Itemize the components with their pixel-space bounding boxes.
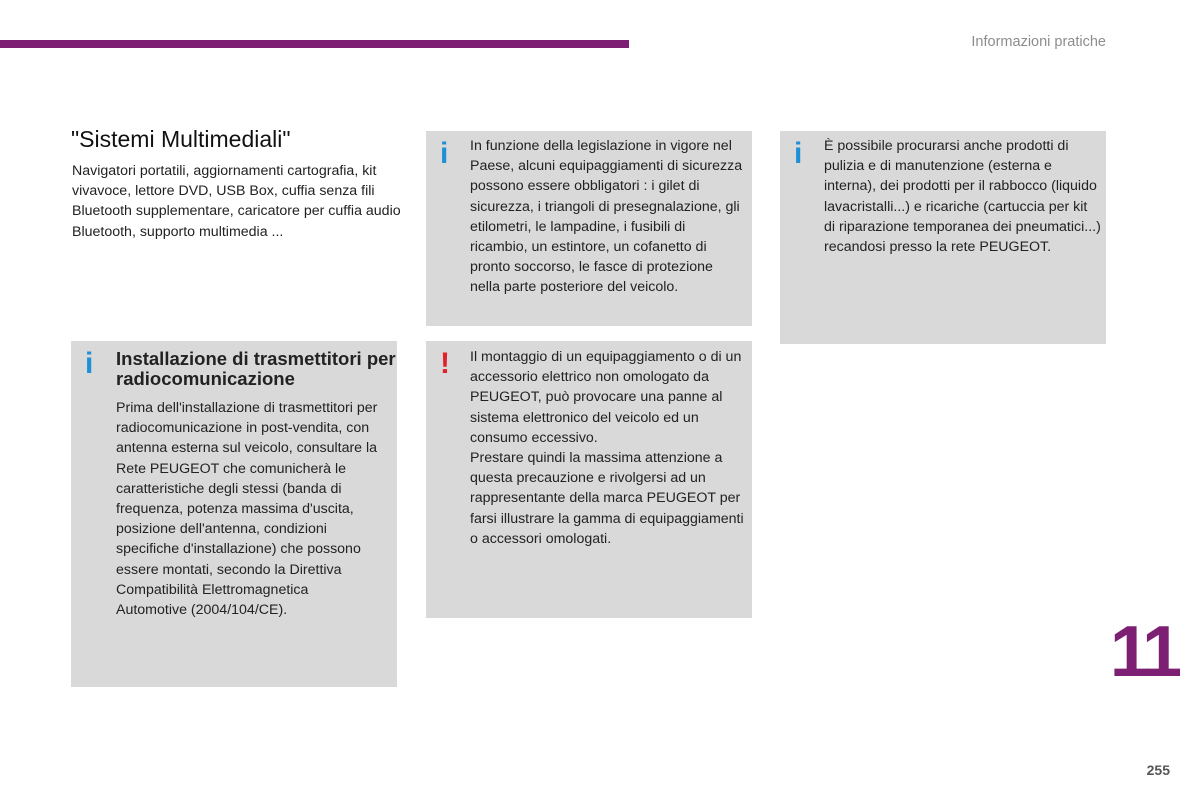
transmitters-title: Installazione di trasmettitori per radiocomunicazione xyxy=(116,348,396,389)
header-accent-bar xyxy=(0,40,629,48)
header-title: Informazioni pratiche xyxy=(971,34,1106,50)
transmitters-text: Prima dell'installazione di trasmettitori per radiocomunicazione in post-vendita, con antenna esterna sul veicolo, consultare la Rete PEUGEOT che comunicherà le caratteristiche degli stessi (banda di frequenza, potenza massima d'uscita, posizione dell'antenna, condizioni specifiche d'installazione) che possono essere montati, secondo la Direttiva Compatibilità Elettromagnetica Automotive (2004/104/CE). xyxy=(116,400,378,619)
page-number: 255 xyxy=(1146,762,1170,778)
info-box-products xyxy=(780,131,1106,344)
intro-text: Navigatori portatili, aggiornamenti cartografia, kit vivavoce, lettore DVD, USB Box, cuffia senza fili Bluetooth supplementare, caricatore per cuffia audio Bluetooth, supporto multimedia ... xyxy=(72,163,401,240)
warning-icon: ! xyxy=(440,347,450,380)
info-icon: i xyxy=(794,137,803,170)
chapter-number: 11 xyxy=(1109,612,1178,692)
legislation-text: In funzione della legislazione in vigore nel Paese, alcuni equipaggiamenti di sicurezza possono essere obbligatori : i gilet di sicurezza, i triangoli di presegnalazione, gli etilometri, le lampadine, i fusibili di ricambio, un estintore, un cofanetto di pronto soccorso, le fasce di protezione nella parte posteriore del veicolo. xyxy=(470,138,743,296)
page-title: "Sistemi Multimediali" xyxy=(71,126,291,152)
warning-text-2: Prestare quindi la massima attenzione a questa precauzione e rivolgersi ad un rappresentante della marca PEUGEOT per farsi illustrare la gamma di equipaggiamenti o accessori omologati. xyxy=(470,450,744,547)
info-box-legislation xyxy=(426,131,752,326)
products-text: È possibile procurarsi anche prodotti di pulizia e di manutenzione (esterna e interna), dei prodotti per il rabbocco (liquido lavacristalli...) e ricariche (cartuccia per kit di riparazione temporanea dei pneumatici...) recandosi presso la rete PEUGEOT. xyxy=(824,138,1101,256)
info-box-transmitters xyxy=(71,341,397,687)
warning-text-1: Il montaggio di un equipaggiamento o di un accessorio elettrico non omologato da PEUGEOT, può provocare una panne al sistema elettronico del veicolo ed un consumo eccessivo. xyxy=(470,349,742,446)
info-icon: i xyxy=(440,137,449,170)
warning-box xyxy=(426,341,752,618)
info-icon: i xyxy=(85,347,94,380)
